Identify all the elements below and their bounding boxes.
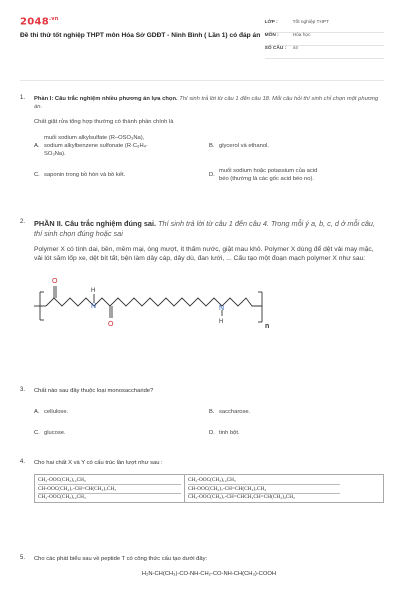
question-number: 4. [20,459,26,465]
question-paragraph: Polymer X có tính dai, bền, mềm mại, óng mượt, ít thấm nước, giặt mau khô. Polymer X dùng để dệt vải may mặc, vải lót săm lốp xe, dệt bít tất, bện làm dây cáp, dây dù, đan lưới, ... Cấu tạo một đoạn mạch polymer X như sau: [34,246,374,263]
part-instruction: Thí sinh trả lời từ câu 1 đến câu 4. Trong mỗi ý a, b, c, d ở mỗi câu, thí sinh chọn đúng hoặc sai [34,219,375,238]
question-number: 3. [20,387,26,393]
hydrogen-label: H [91,287,96,294]
question-5 [20,555,384,577]
repeat-subscript: n [265,322,270,330]
answer-options [34,408,384,437]
meta-value: Hóa học [292,33,311,38]
question-number: 2. [20,219,26,225]
meta-label: LỚP : [264,20,278,25]
part-title: Phần I: Câu trắc nghiệm nhiều phương án lựa chọn. [34,96,178,102]
question-number: 5. [20,555,26,561]
question-stem: Chất nào sau đây thuộc loại monosaccharide? [34,388,154,394]
exam-title: Đề thi thử tốt nghiệp THPT môn Hóa Sở GDĐT - Ninh Bình ( Lần 1) có đáp án [20,32,261,40]
option-c[interactable]: C. saponin trong bồ hòn và bồ kết. [34,172,126,178]
structure-table [34,474,384,503]
option-a[interactable]: A. muối sodium alkylsulfate (R–OSO₃Na), sodium alkylbenzene sulfonate (R·C₆H₄· SO₃Na). [34,135,148,157]
meta-value: 44 [292,46,298,51]
header-divider [20,80,384,81]
question-number: 1. [20,95,26,101]
hydrogen-label: H [219,318,224,325]
answer-options [34,134,384,183]
part-instruction: Thí sinh trả lời từ câu 1 đến câu 18. Mỗi câu hỏi thí sinh chỉ chọn một phương án. [34,96,379,110]
option-c[interactable]: C. glucose. [34,430,66,436]
question-3 [20,387,384,459]
option-d[interactable]: D. tinh bột. [209,430,240,436]
option-d[interactable]: D. muối sodium hoặc potassium của acid béo (thường là các gốc acid béo no). [209,168,318,182]
question-4 [20,459,384,555]
structure-y: CH₂-OOC(CH₂)₁₄CH₃ CH-OOC(CH₂)₇-CH=CH(CH₂)₇CH₃ CH₂-OOC(CH₂)₇-CH=CHCH₂CH=CH(CH₂)₄CH₃ [188,477,295,500]
peptide-formula: H₂N-CH(CH₃)-CO-NH-CH₂-CO-NH-CH(CH₃)-COOH [141,571,277,577]
meta-label: SỐ CÂU : [264,46,287,51]
question-2 [20,219,384,387]
polymer-structure [34,270,274,332]
nitrogen-label: N [91,302,97,310]
meta-value: Tốt nghiệp THPT [292,20,330,25]
option-b[interactable]: B. glycerol và ethanol. [209,143,269,149]
header [20,16,384,68]
question-1 [20,95,384,219]
structure-x: CH₂-OOC(CH₂)₁₄CH₃ CH-OOC(CH₂)₇-CH=CH(CH₂)₇CH₃ CH₂-OOC(CH₂)₁₄CH₃ [35,475,185,502]
oxygen-label: O [108,320,114,328]
question-stem: Chất giặt rửa tổng hợp thường có thành phần chính là [34,119,174,125]
question-intro [34,95,384,111]
question-stem: Cho hai chất X và Y có cấu trúc lần lượt như sau : [34,460,163,466]
meta-row-count [265,46,384,59]
meta-row-subject [265,33,384,46]
option-b[interactable]: B. saccharose. [209,409,251,415]
option-a[interactable]: A. cellulose. [34,409,69,415]
oxygen-label: O [52,277,58,285]
question-intro [34,219,384,239]
exam-meta [265,16,384,68]
part-title: PHẦN II. Câu trắc nghiệm đúng sai. [34,219,157,228]
question-stem: Cho các phát biểu sau về peptide T có công thức cấu tạo dưới đây: [34,556,208,562]
site-logo[interactable]: $2048^{.vn}$ [20,16,59,28]
meta-row-class [265,20,384,33]
nitrogen-label: N [219,304,225,312]
meta-label: MÔN : [264,33,279,38]
